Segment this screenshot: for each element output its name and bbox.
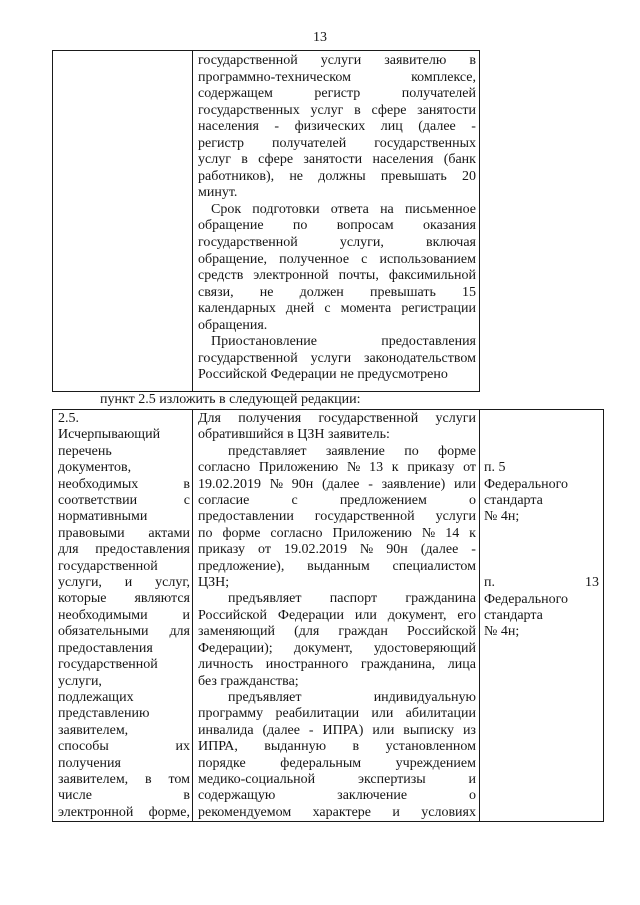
content-line — [198, 706, 476, 722]
word: электронной — [253, 268, 329, 284]
content-line — [198, 460, 476, 476]
word: приказу — [407, 460, 455, 476]
item-line — [58, 772, 190, 788]
word: полученное — [279, 251, 350, 267]
word: заявление — [325, 443, 385, 459]
word: порядке — [198, 755, 246, 771]
word: от — [463, 460, 476, 476]
reference-line: № 4н; — [484, 624, 520, 640]
word: личность — [198, 657, 254, 673]
word: 14 — [445, 525, 460, 541]
reference-line: Федерального — [484, 476, 569, 492]
word: и — [182, 607, 190, 623]
amendment-instruction: пункт 2.5 изложить в следующей редакции: — [100, 392, 361, 407]
item-line — [58, 477, 190, 493]
word: работников), — [198, 168, 275, 184]
word: превышать — [380, 168, 447, 184]
word: форме, — [148, 804, 190, 820]
description-line — [198, 152, 476, 169]
word: получателей — [272, 135, 347, 151]
word: на — [380, 201, 394, 217]
word: или — [372, 722, 395, 738]
word: сфере — [371, 102, 407, 118]
word: государственных — [374, 135, 476, 151]
word: рекомендуемом — [198, 804, 292, 820]
word: вопросам — [336, 218, 394, 234]
word: предоставлении — [198, 509, 294, 525]
content-line — [198, 477, 476, 493]
word: момента — [340, 301, 392, 317]
word: с — [361, 251, 368, 267]
word: календарных — [198, 301, 276, 317]
word: должен — [299, 284, 344, 300]
word: для — [58, 542, 79, 558]
word: граждан — [338, 624, 388, 640]
word: - — [274, 119, 280, 135]
word: регистр — [198, 135, 244, 151]
word: - — [368, 476, 373, 492]
word: или — [354, 607, 377, 623]
word: Федерации); — [198, 640, 273, 656]
description-line: Российской Федерации не предусмотрено — [198, 367, 448, 383]
item-line: получения — [58, 755, 121, 771]
content-line — [198, 493, 476, 509]
word: о — [468, 788, 476, 804]
word: необходимых — [58, 476, 139, 492]
word: абилитации — [405, 706, 476, 722]
word: заявителю — [384, 53, 447, 68]
word: представляет — [228, 443, 307, 459]
word: письменное — [404, 201, 476, 217]
content-line — [198, 772, 476, 788]
word: государственной — [198, 235, 298, 251]
reference-line: стандарта — [484, 607, 543, 623]
word: согласно — [198, 460, 251, 476]
description-line — [198, 235, 476, 252]
word: документ, — [293, 640, 353, 656]
word: 19.02.2019 — [283, 542, 347, 558]
reference-cell — [480, 410, 603, 821]
word: № — [269, 476, 284, 492]
description-line: минут. — [198, 185, 238, 201]
word: удостоверяющий — [373, 640, 476, 656]
word: по — [404, 443, 419, 459]
item-line: заявителем, — [58, 722, 129, 738]
word: предоставления — [95, 542, 190, 558]
word: должны — [318, 168, 366, 184]
content-line — [198, 756, 476, 772]
word: предъявляет — [228, 689, 302, 705]
word: Российской — [407, 624, 476, 640]
item-line: перечень — [58, 443, 112, 459]
word: в — [469, 53, 476, 68]
word: Приостановление — [211, 334, 317, 350]
word: оказания — [422, 218, 476, 234]
word: Российской — [198, 607, 267, 623]
description-line: обращения. — [198, 317, 268, 333]
word: по — [292, 218, 308, 234]
word: Для — [198, 411, 221, 426]
word: или — [371, 706, 394, 722]
word: программу — [198, 706, 264, 722]
word: обязательными — [58, 624, 149, 640]
word: государственной — [318, 411, 419, 426]
word: 20 — [461, 168, 476, 184]
word: населения — [198, 119, 259, 135]
word: превышать — [369, 284, 436, 300]
item-line: 2.5. — [58, 411, 79, 426]
item-line — [58, 591, 190, 607]
reference-line: № 4н; — [484, 509, 520, 525]
item-line: представлению — [58, 706, 150, 722]
word: к — [469, 525, 476, 541]
reference-line: п. 5 — [484, 460, 506, 476]
content-line — [198, 591, 476, 607]
description-line — [198, 334, 476, 351]
word: гражданина — [405, 591, 476, 607]
word: государственных — [198, 102, 300, 118]
word: государственной — [198, 350, 298, 366]
word: регистр — [314, 86, 361, 102]
word: для — [169, 624, 190, 640]
word: по — [198, 525, 213, 541]
description-line — [198, 285, 476, 302]
item-line: документов, — [58, 460, 132, 476]
word: числе — [58, 788, 92, 804]
word: с — [183, 493, 190, 509]
word: получателей — [401, 86, 476, 102]
empty-cell — [53, 51, 193, 391]
description-line — [198, 301, 476, 318]
item-line — [58, 575, 190, 591]
word: услуги — [310, 350, 352, 366]
word: занятости — [417, 102, 476, 118]
continued-table — [52, 50, 480, 392]
word: 13 — [585, 575, 599, 591]
word: о — [468, 493, 476, 509]
item-line — [58, 739, 190, 755]
word: в — [183, 476, 190, 492]
content-line — [198, 723, 476, 739]
word: способы — [58, 739, 109, 755]
word: не — [289, 168, 304, 184]
word: Федерации — [277, 607, 345, 623]
word: с — [324, 301, 331, 317]
word: актами — [148, 525, 190, 541]
word: услуг — [310, 102, 344, 118]
word: (банк — [443, 152, 476, 168]
word: от — [258, 542, 271, 558]
word: государственной — [314, 509, 415, 525]
description-line — [198, 53, 476, 70]
item-line — [58, 805, 190, 821]
content-line — [198, 788, 476, 804]
description-line — [198, 119, 476, 136]
word: населения — [372, 152, 434, 168]
word: ИПРА) — [322, 722, 364, 738]
item-line — [58, 624, 190, 640]
word: государственной — [198, 53, 298, 68]
page-number: 13 — [313, 30, 327, 45]
word: их — [175, 739, 190, 755]
content-line — [198, 739, 476, 755]
item-line: услуги, — [58, 673, 102, 689]
word: (далее — [262, 722, 300, 738]
word: не — [259, 284, 274, 300]
word: в — [352, 739, 360, 755]
word: связи, — [198, 284, 234, 300]
word: Срок — [211, 201, 242, 217]
description-line — [198, 202, 476, 219]
content-line: обратившийся в ЦЗН заявитель: — [198, 427, 390, 443]
word: обращение, — [198, 251, 268, 267]
word: являются — [134, 591, 190, 607]
word: соответствии — [58, 493, 138, 509]
word: в — [354, 102, 361, 118]
content-line — [198, 690, 476, 706]
description-line — [198, 218, 476, 235]
word: электронной — [58, 804, 134, 820]
word: услуги — [320, 53, 362, 68]
word: (для — [294, 624, 320, 640]
word: лица — [447, 657, 476, 673]
reference-item — [484, 575, 599, 641]
item-line: подлежащих — [58, 689, 134, 705]
word: включая — [425, 235, 476, 251]
word: или — [453, 476, 476, 492]
item-line — [58, 493, 190, 509]
word: предложение), — [198, 558, 285, 574]
word: заявителем, — [58, 771, 129, 787]
word: сфере — [258, 152, 294, 168]
word: физических — [294, 119, 366, 135]
item-line: Исчерпывающий — [58, 427, 161, 443]
content-line — [198, 411, 476, 427]
item-line: нормативными — [58, 509, 148, 525]
word: заключение — [337, 788, 408, 804]
section-2-5-table — [52, 409, 604, 822]
word: № — [346, 460, 361, 476]
item-line: государственной — [58, 558, 158, 574]
word: установленном — [385, 739, 476, 755]
item-line: государственной — [58, 657, 158, 673]
word: (далее — [418, 119, 456, 135]
word: заменяющий — [198, 624, 275, 640]
content-line — [198, 624, 476, 640]
word: почты, — [338, 268, 379, 284]
word: услуги — [435, 411, 476, 426]
content-line: ЦЗН; — [198, 575, 230, 591]
item-line — [58, 526, 190, 542]
word: правовыми — [58, 525, 125, 541]
description-line — [198, 268, 476, 285]
word: услуги, — [58, 575, 102, 591]
word: форме — [222, 525, 261, 541]
word: которые — [58, 591, 107, 607]
word: программно-техническом — [198, 69, 351, 85]
content-line — [198, 805, 476, 821]
word: обращение — [198, 218, 264, 234]
word: 15 — [462, 284, 476, 300]
word: услуг, — [155, 575, 190, 591]
word: необходимыми — [58, 607, 148, 623]
word: инвалида — [198, 722, 254, 738]
word: 90н — [386, 542, 408, 558]
word: дней — [285, 301, 315, 317]
word: ответа — [330, 201, 369, 217]
word: заявление) — [381, 476, 446, 492]
description-line — [198, 351, 476, 368]
description-line — [198, 103, 476, 120]
word: - — [308, 722, 314, 738]
item-line — [58, 788, 190, 804]
description-cell — [193, 51, 479, 391]
reference-line — [484, 575, 599, 591]
word: Приложению — [332, 525, 412, 541]
word: паспорт — [329, 591, 378, 607]
word: к — [391, 460, 399, 476]
word: лиц — [380, 119, 403, 135]
content-line — [198, 608, 476, 624]
word: (далее — [420, 542, 459, 558]
word: услуги — [435, 509, 476, 525]
word: использованием — [379, 251, 476, 267]
word: с — [291, 493, 298, 509]
word: выданную — [264, 739, 327, 755]
word: экспертизы — [357, 771, 426, 787]
word: в — [145, 771, 152, 787]
word: выписку — [403, 722, 455, 738]
word: - — [471, 542, 476, 558]
word: п. — [484, 575, 495, 591]
word: индивидуальную — [373, 689, 476, 705]
content-line — [198, 526, 476, 542]
item-line: предоставления — [58, 640, 153, 656]
word: № — [359, 542, 374, 558]
word: условиях — [421, 804, 476, 820]
word: федеральным — [280, 755, 362, 771]
description-line — [198, 252, 476, 269]
word: предъявляет — [228, 591, 302, 607]
word: услуги, — [339, 235, 384, 251]
content-line — [198, 559, 476, 575]
word: иностранного — [265, 657, 349, 673]
word: его — [457, 607, 476, 623]
word: факсимильной — [388, 268, 476, 284]
word: гражданина, — [360, 657, 436, 673]
word: том — [168, 771, 190, 787]
word: № — [421, 525, 436, 541]
word: содержащем — [198, 86, 273, 102]
word: получения — [238, 411, 302, 426]
word: в — [183, 788, 190, 804]
content-line: без гражданства; — [198, 673, 299, 689]
word: предложением — [339, 493, 427, 509]
word: характере — [312, 804, 371, 820]
word: выданным — [307, 558, 370, 574]
word: учреждением — [395, 755, 476, 771]
word: и — [124, 575, 133, 591]
item-line — [58, 608, 190, 624]
word: 19.02.2019 — [198, 476, 261, 492]
word: специалистом — [392, 558, 476, 574]
content-line — [198, 542, 476, 558]
word: - — [471, 119, 476, 135]
content-line — [198, 641, 476, 657]
word: законодательством — [363, 350, 476, 366]
word: 13 — [369, 460, 384, 476]
word: содержащую — [198, 788, 276, 804]
word: согласно — [270, 525, 323, 541]
word: ИПРА, — [198, 739, 238, 755]
word: реабилитации — [275, 706, 360, 722]
word: медико-социальной — [198, 771, 316, 787]
reference-line: Федерального — [484, 591, 569, 607]
item-cell — [53, 410, 193, 821]
content-line — [198, 444, 476, 460]
word: и — [392, 804, 400, 820]
description-line — [198, 169, 476, 186]
word: (далее — [321, 476, 360, 492]
word: регистрации — [401, 301, 476, 317]
word: услуг — [198, 152, 231, 168]
word: из — [462, 722, 476, 738]
description-line — [198, 86, 476, 103]
reference-line: стандарта — [484, 493, 543, 509]
word: согласие — [198, 493, 250, 509]
content-line — [198, 657, 476, 673]
word: предоставления — [381, 334, 476, 350]
word: приказу — [198, 542, 246, 558]
word: комплексе, — [411, 69, 476, 85]
item-line — [58, 542, 190, 558]
word: 90н — [291, 476, 314, 492]
word: подготовки — [252, 201, 320, 217]
content-cell — [193, 410, 480, 821]
content-line — [198, 509, 476, 525]
word: в — [241, 152, 248, 168]
description-line — [198, 136, 476, 153]
word: документ, — [387, 607, 447, 623]
word: форме — [438, 443, 476, 459]
description-line — [198, 70, 476, 87]
word: средств — [198, 268, 244, 284]
word: Приложению — [258, 460, 339, 476]
reference-item — [484, 460, 599, 526]
word: и — [468, 771, 476, 787]
word: занятости — [303, 152, 363, 168]
